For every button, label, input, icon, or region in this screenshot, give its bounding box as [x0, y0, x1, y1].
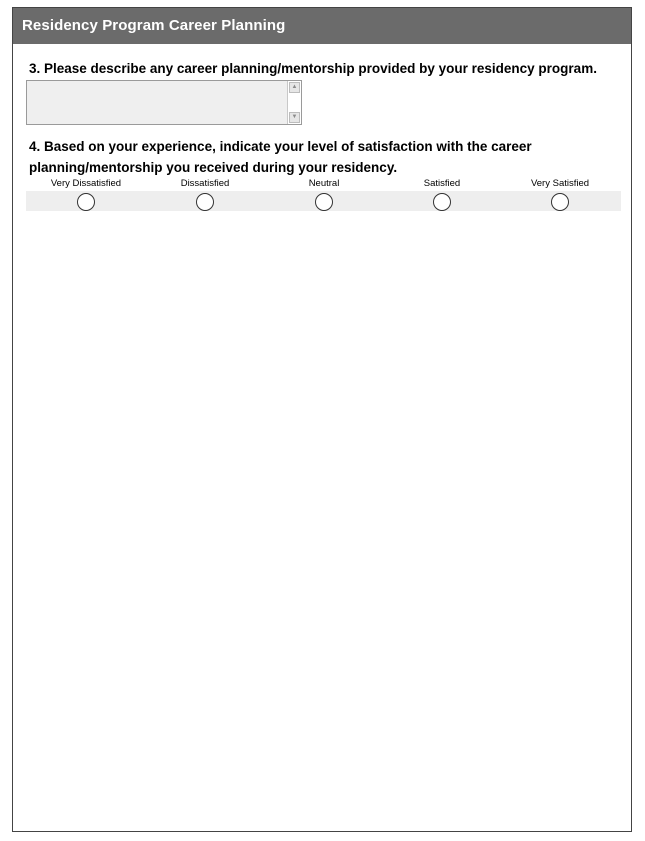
radio-satisfied[interactable]	[433, 193, 451, 211]
scale-label-dissatisfied: Dissatisfied	[180, 178, 230, 189]
scale-label-neutral: Neutral	[308, 178, 340, 189]
scroll-down-arrow-icon[interactable]: ▼	[289, 112, 300, 123]
survey-panel	[12, 7, 632, 832]
satisfaction-scale-labels	[26, 178, 621, 191]
question-3-textarea-container	[26, 80, 302, 125]
radio-very-satisfied[interactable]	[551, 193, 569, 211]
scroll-up-arrow-icon[interactable]: ▲	[289, 82, 300, 93]
satisfaction-radio-row	[26, 191, 621, 211]
question-3-label: 3. Please describe any career planning/mentorship provided by your residency program.	[29, 61, 597, 76]
section-header: Residency Program Career Planning	[13, 8, 631, 44]
radio-neutral[interactable]	[315, 193, 333, 211]
radio-very-dissatisfied[interactable]	[77, 193, 95, 211]
scale-label-satisfied: Satisfied	[423, 178, 461, 189]
textarea-scrollbar[interactable]	[287, 81, 301, 124]
question-4-label: 4. Based on your experience, indicate your level of satisfaction with the career planning/mentorship you received during your residency.	[29, 139, 532, 175]
question-3-textarea[interactable]	[27, 81, 287, 124]
scale-label-very-dissatisfied: Very Dissatisfied	[50, 178, 122, 189]
radio-dissatisfied[interactable]	[196, 193, 214, 211]
scale-label-very-satisfied: Very Satisfied	[530, 178, 590, 189]
